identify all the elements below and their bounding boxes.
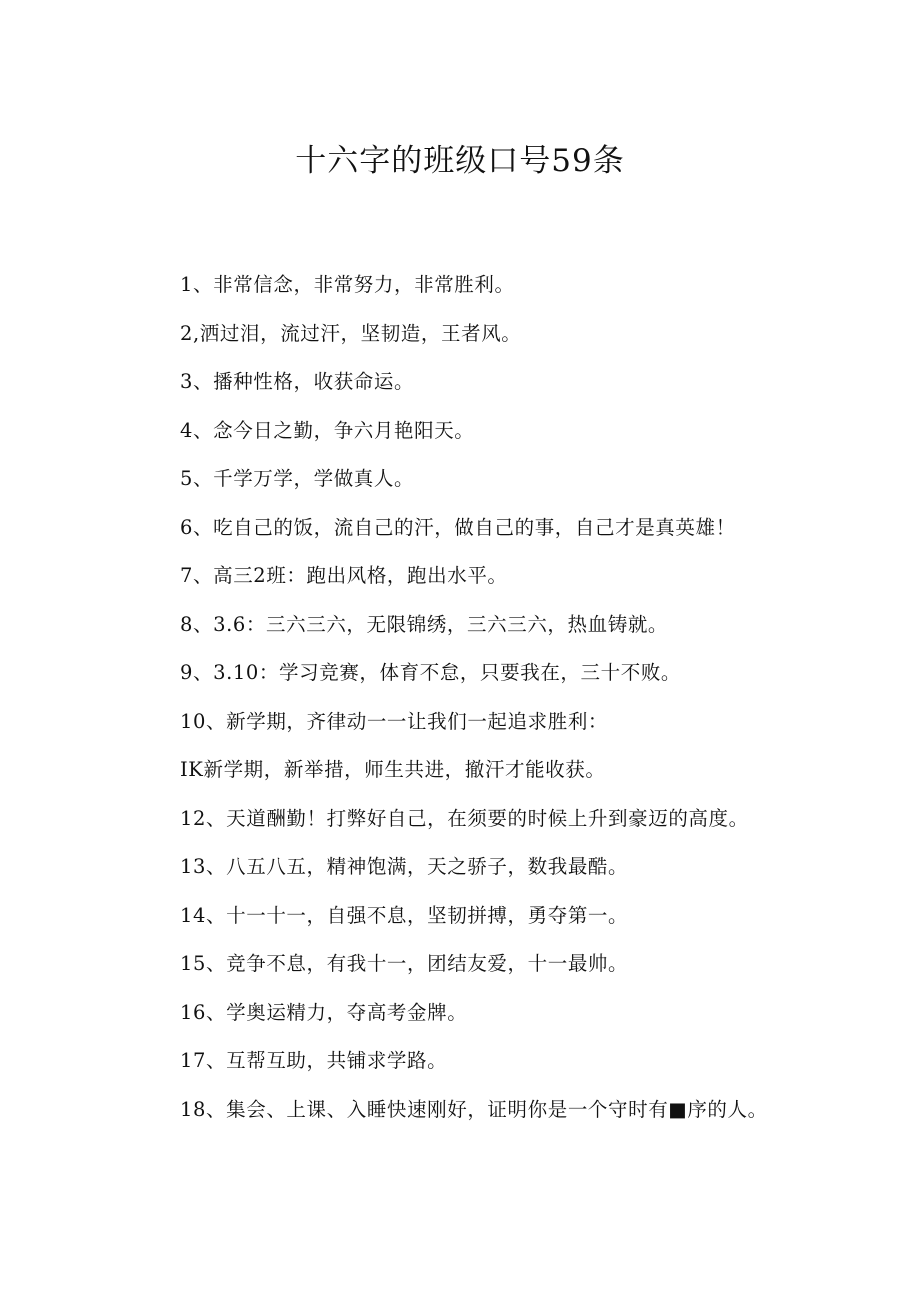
- list-item: 7、高三2班：跑出风格，跑出水平。: [180, 564, 508, 587]
- list-item: 10、新学期，齐律动一一让我们一起追求胜利：: [180, 709, 609, 733]
- list-item: 3、播种性格，收获命运。: [180, 370, 415, 393]
- document-title: 十六字的班级口号59条: [295, 143, 625, 179]
- list-item: 18、集会、上课、入睡快速刚好，证明你是一个守时有■序的人。: [180, 1097, 768, 1121]
- list-item: 9、3.10：学习竞赛，体育不怠，只要我在，三十不败。: [180, 661, 682, 684]
- list-item: 6、吃自己的饭，流自己的汗，做自己的事，自己才是真英雄！: [180, 515, 736, 539]
- list-item: 8、3.6：三六三六，无限锦绣，三六三六，热血铸就。: [180, 612, 669, 636]
- list-item: 17、互帮互助，共铺求学路。: [180, 1049, 448, 1072]
- list-item: 1、非常信念，非常努力，非常胜利。: [180, 273, 515, 296]
- list-item: 4、念今日之勤，争六月艳阳天。: [180, 418, 475, 442]
- slogan-list: [138, 270, 778, 1143]
- list-item: 16、学奥运精力，夺高考金牌。: [180, 1000, 468, 1024]
- list-item: 5、千学万学，学做真人。: [180, 467, 415, 490]
- list-item: IK新学期，新举措，师生共进，撤汗才能收获。: [180, 758, 606, 781]
- list-item: 2,洒过泪，流过汗，坚韧造，王者风。: [180, 321, 522, 345]
- list-item: 14、十一十一，自强不息，坚韧拼搏，勇夺第一。: [180, 903, 629, 927]
- list-item: 12、天道酬勤！打弊好自己，在须要的时候上升到豪迈的高度。: [180, 806, 749, 830]
- list-item: 13、八五八五，精神饱满，天之骄子，数我最酷。: [180, 855, 629, 878]
- list-item: 15、竞争不息，有我十一，团结友爱，十一最帅。: [180, 952, 629, 975]
